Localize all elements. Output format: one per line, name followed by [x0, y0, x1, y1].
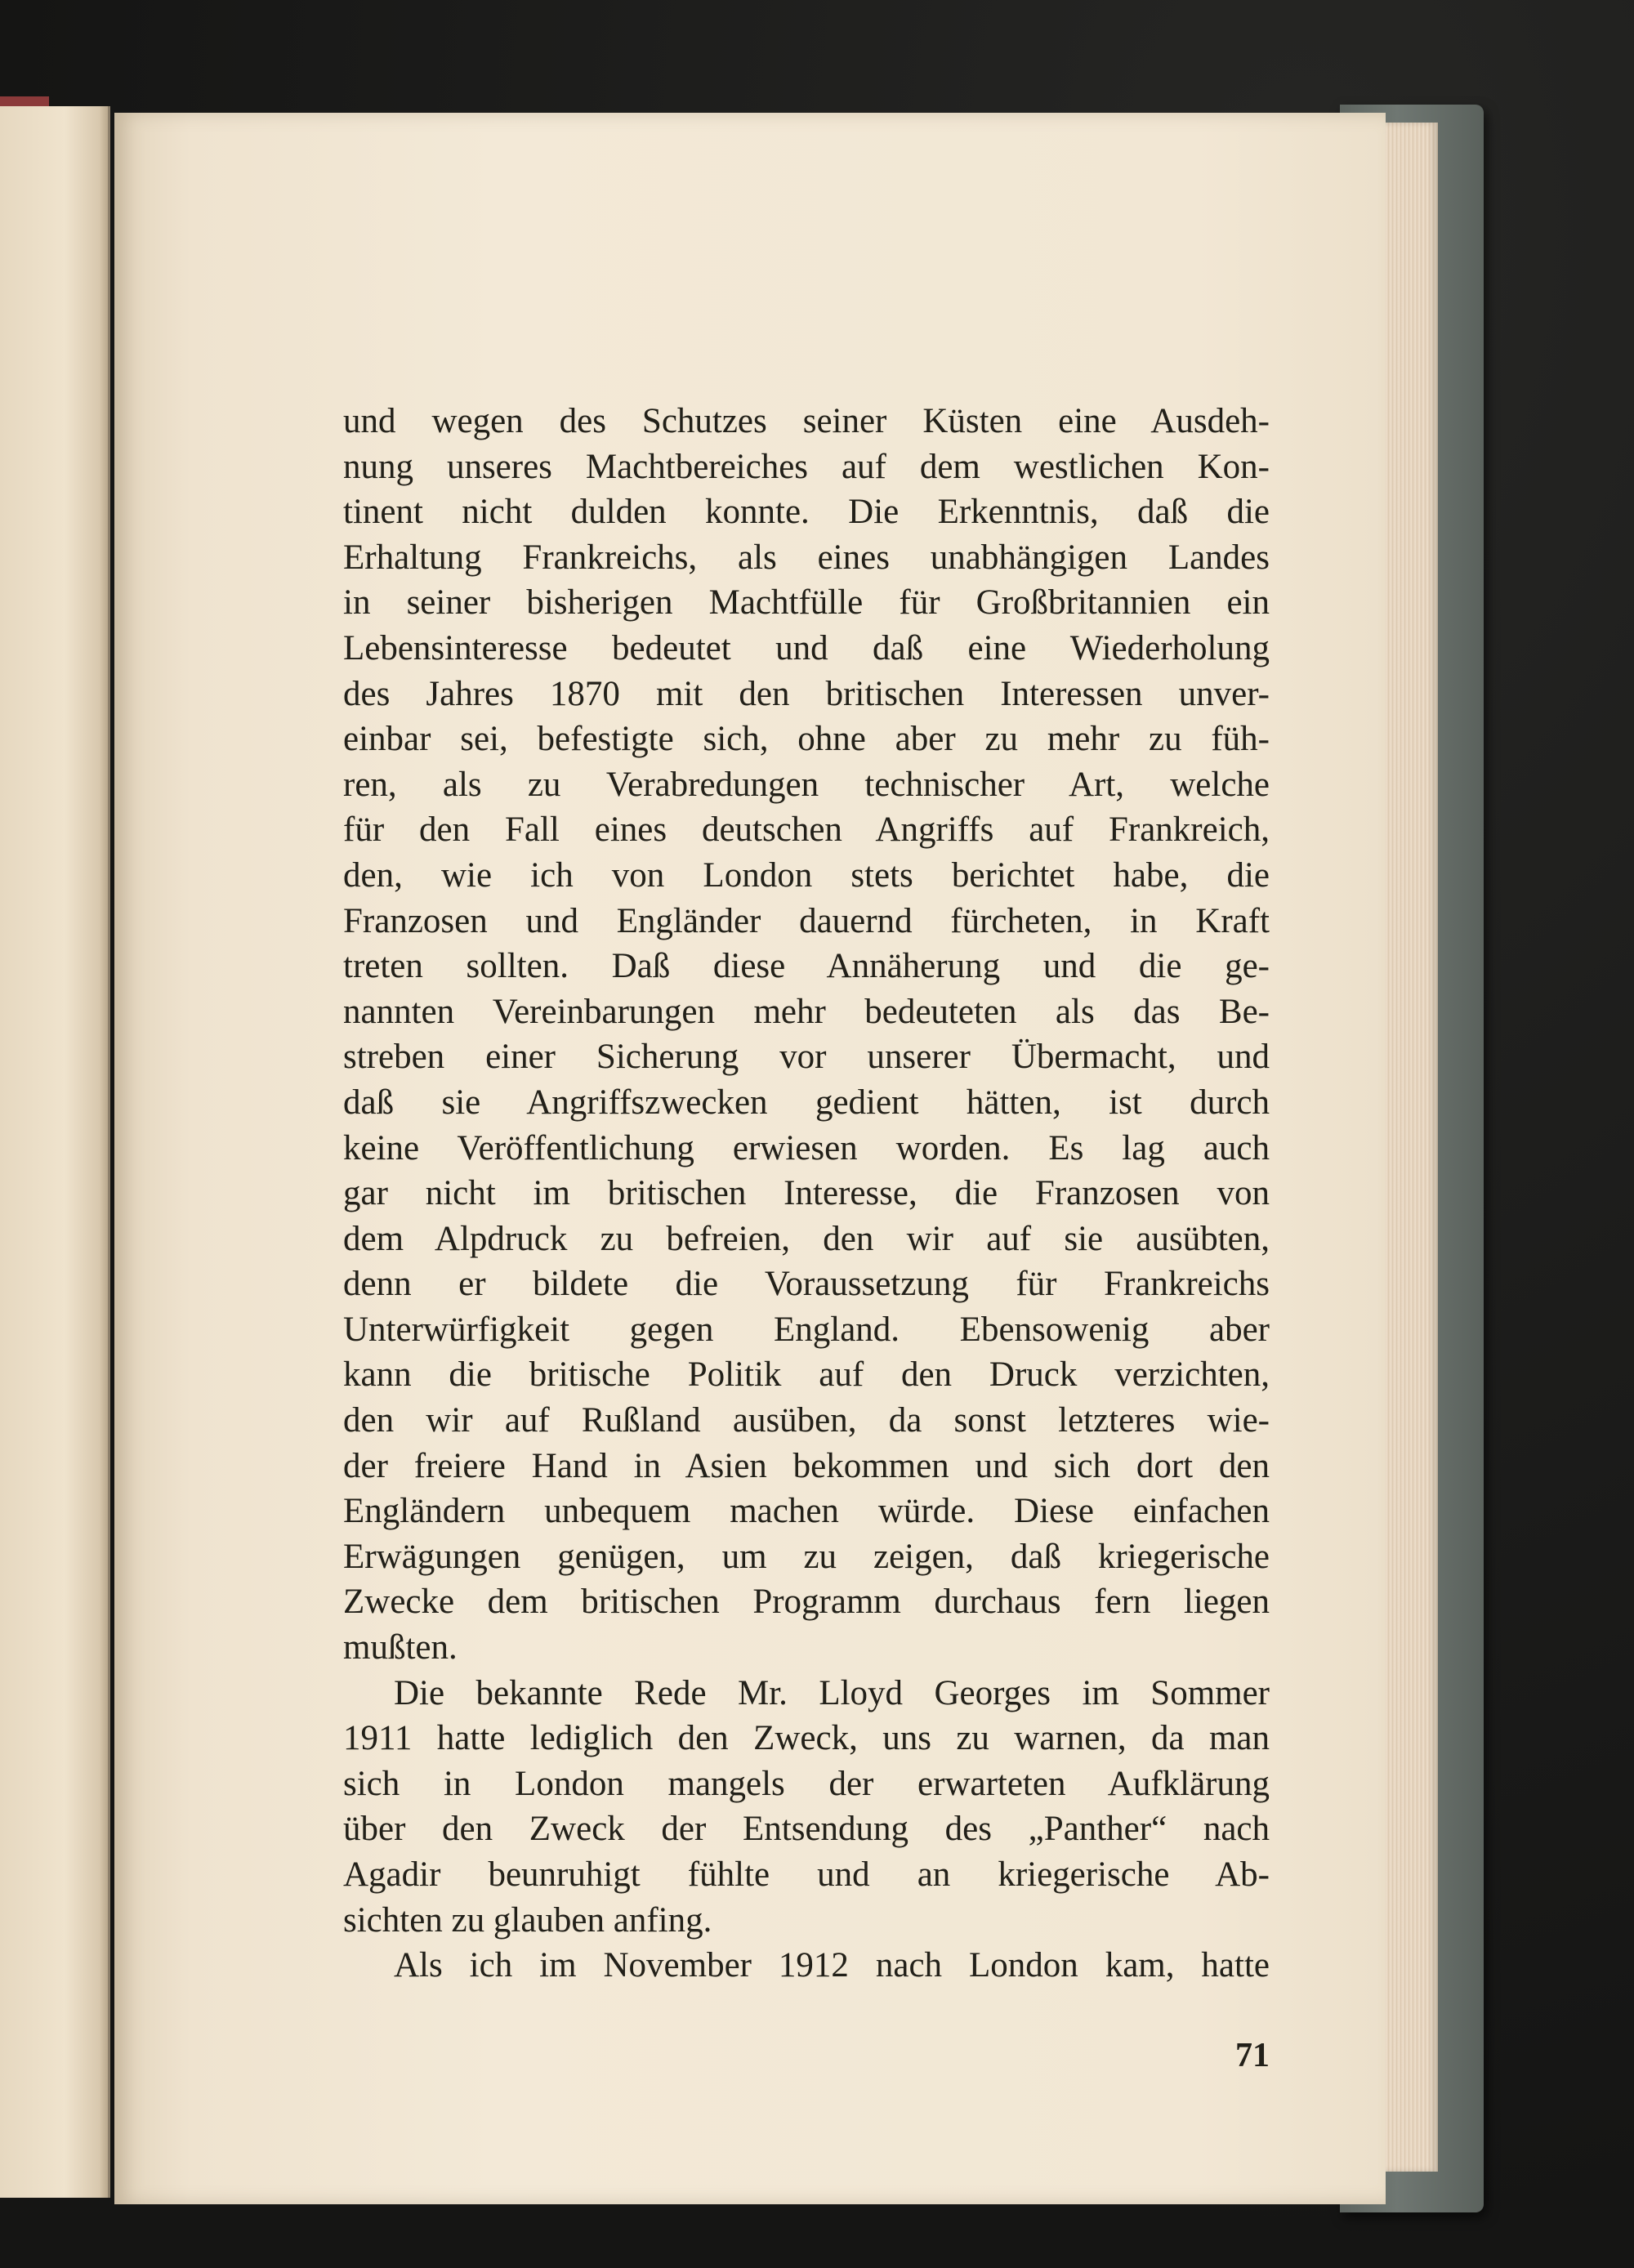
- text-line: den wir auf Rußland ausüben, da sonst letzteres wie-: [343, 1401, 1270, 1440]
- text-line: in seiner bisherigen Machtfülle für Großbritannien ein: [343, 583, 1270, 623]
- text-line: des Jahres 1870 mit den britischen Interessen unver-: [343, 674, 1270, 713]
- text-line: einbar sei, befestigte sich, ohne aber zu mehr zu füh-: [343, 720, 1270, 759]
- text-line: tinent nicht dulden konnte. Die Erkenntnis, daß die: [343, 493, 1270, 532]
- text-line: 1911 hatte lediglich den Zweck, uns zu warnen, da man: [343, 1719, 1270, 1758]
- text-line: gar nicht im britischen Interesse, die Franzosen von: [343, 1174, 1270, 1213]
- text-line: Agadir beunruhigt fühlte und an kriegerische Ab-: [343, 1855, 1270, 1894]
- book-page: [114, 113, 1386, 2204]
- text-line: der freiere Hand in Asien bekommen und sich dort den: [343, 1446, 1270, 1485]
- text-line: Erhaltung Frankreichs, als eines unabhängigen Landes: [343, 538, 1270, 577]
- text-line: Unterwürfigkeit gegen England. Ebensowenig aber: [343, 1310, 1270, 1349]
- text-line: nung unseres Machtbereiches auf dem westlichen Kon-: [343, 447, 1270, 486]
- text-line: sich in London mangels der erwarteten Aufklärung: [343, 1764, 1270, 1803]
- text-line: Zwecke dem britischen Programm durchaus fern liegen: [343, 1583, 1270, 1622]
- text-line: mußten.: [343, 1628, 458, 1668]
- text-line: streben einer Sicherung vor unserer Übermacht, und: [343, 1038, 1270, 1077]
- text-line: denn er bildete die Voraussetzung für Frankreichs: [343, 1265, 1270, 1304]
- text-line: keine Veröffentlichung erwiesen worden. Es lag auch: [343, 1128, 1270, 1167]
- text-line: Lebensinteresse bedeutet und daß eine Wiederholung: [343, 628, 1270, 667]
- text-line: Engländern unbequem machen würde. Diese einfachen: [343, 1492, 1270, 1531]
- body-text: [343, 399, 1270, 1989]
- text-line: Franzosen und Engländer dauernd fürcheten, in Kraft: [343, 901, 1270, 940]
- text-line: kann die britische Politik auf den Druck verzichten,: [343, 1355, 1270, 1395]
- text-line: Die bekannte Rede Mr. Lloyd Georges im Sommer: [394, 1673, 1270, 1712]
- text-line: Als ich im November 1912 nach London kam, hatte: [394, 1946, 1270, 1985]
- page-number: 71: [1235, 2037, 1270, 2074]
- text-line: ren, als zu Verabredungen technischer Art, welche: [343, 765, 1270, 804]
- text-line: und wegen des Schutzes seiner Küsten eine Ausdeh-: [343, 402, 1270, 440]
- text-line: dem Alpdruck zu befreien, den wir auf sie ausübten,: [343, 1219, 1270, 1258]
- text-line: treten sollten. Daß diese Annäherung und die ge-: [343, 947, 1270, 986]
- text-line: sichten zu glauben anfing.: [343, 1900, 712, 1940]
- text-line: über den Zweck der Entsendung des „Panther“ nach: [343, 1810, 1270, 1849]
- text-line: den, wie ich von London stets berichtet habe, die: [343, 855, 1270, 895]
- text-line: für den Fall eines deutschen Angriffs auf Frankreich,: [343, 810, 1270, 850]
- text-line: nannten Vereinbarungen mehr bedeuteten als das Be-: [343, 992, 1270, 1031]
- previous-page: [0, 106, 110, 2198]
- text-line: Erwägungen genügen, um zu zeigen, daß kriegerische: [343, 1537, 1270, 1576]
- text-line: daß sie Angriffszwecken gedient hätten, ist durch: [343, 1083, 1270, 1122]
